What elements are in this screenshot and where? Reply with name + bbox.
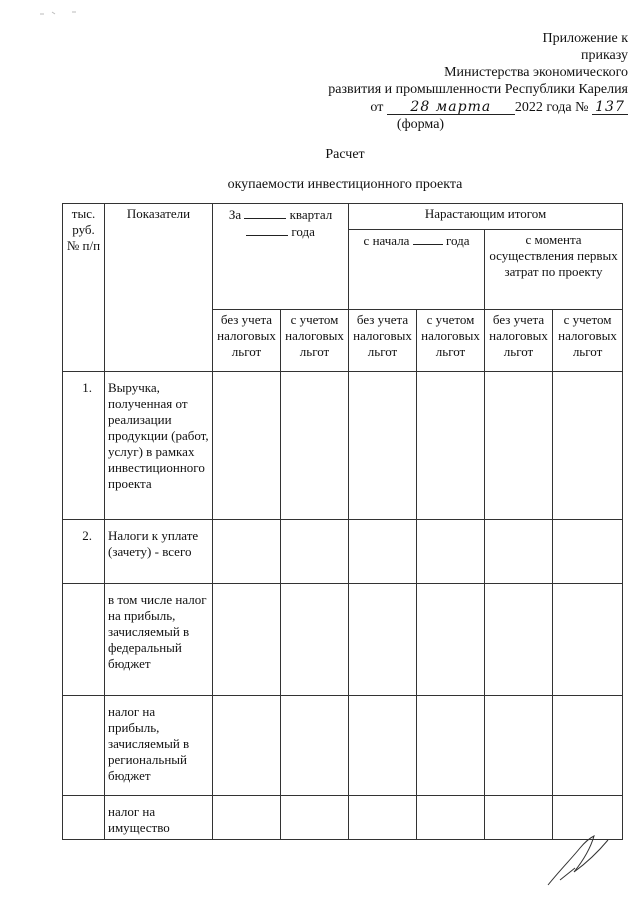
data-cell (553, 520, 623, 584)
header-since-year (349, 230, 485, 310)
header-with-benefits-1: с учетом налоговых льгот (281, 310, 349, 372)
data-cell (349, 520, 417, 584)
data-cell (349, 372, 417, 520)
quarter-blank (244, 206, 286, 219)
header-since-first-cost: с момента осуществления первых затрат по проекту (485, 230, 623, 310)
data-cell (281, 584, 349, 696)
payback-table (62, 203, 623, 840)
data-cell (485, 520, 553, 584)
header-cumulative: Нарастающим итогом (349, 204, 623, 230)
data-cell (485, 584, 553, 696)
data-cell (417, 372, 485, 520)
data-cell (281, 520, 349, 584)
header-without-benefits-1: без учета налоговых льгот (213, 310, 281, 372)
table-row (63, 696, 623, 796)
data-cell (485, 696, 553, 796)
table-row (63, 796, 623, 840)
document-header (268, 30, 628, 133)
row-label: налог на имущество (105, 796, 213, 840)
data-cell (213, 520, 281, 584)
header-without-benefits-3: без учета налоговых льгот (485, 310, 553, 372)
data-cell (281, 372, 349, 520)
data-cell (213, 372, 281, 520)
order-date-line (268, 99, 628, 116)
data-cell (485, 796, 553, 840)
data-cell (553, 796, 623, 840)
header-line-1: Приложение к (542, 31, 628, 46)
data-cell (349, 584, 417, 696)
row-number (63, 796, 105, 840)
date-suffix: 2022 года № (514, 100, 589, 115)
order-number-handwritten: 137 (592, 100, 628, 115)
row-label: в том числе налог на прибыль, зачисляемый в федеральный бюджет (105, 584, 213, 696)
header-unit: тыс. руб. (71, 206, 96, 237)
corner-scan-marks (40, 12, 76, 14)
header-quarter-prefix: За (228, 207, 242, 222)
data-cell (349, 696, 417, 796)
header-line-3: Министерства экономического (444, 65, 628, 80)
header-indicators: Показатели (105, 204, 213, 372)
date-prefix: от (370, 100, 384, 115)
data-cell (281, 696, 349, 796)
header-row-1 (63, 204, 623, 230)
document-title: Расчет (325, 147, 365, 162)
header-since-year-word: года (445, 233, 470, 248)
table-row (63, 584, 623, 696)
signature-mark (548, 836, 608, 885)
header-line-4: развития и промышленности Республики Карелия (328, 82, 628, 97)
header-line-2: приказу (580, 48, 628, 63)
row-label: налог на прибыль, зачисляемый в региональный бюджет (105, 696, 213, 796)
form-label: (форма) (396, 117, 445, 132)
document-subtitle: окупаемости инвестиционного проекта (227, 177, 463, 192)
data-cell (417, 520, 485, 584)
data-cell (553, 696, 623, 796)
header-quarter-year-word: года (291, 224, 315, 239)
row-label: Налоги к уплате (зачету) - всего (105, 520, 213, 584)
data-cell (553, 584, 623, 696)
quarter-year-blank (246, 223, 288, 236)
row-number: 1. (63, 372, 105, 520)
date-handwritten: 28 марта (387, 100, 515, 115)
data-cell (213, 796, 281, 840)
header-with-benefits-3: с учетом налоговых льгот (553, 310, 623, 372)
header-since-year-prefix: с начала (363, 233, 410, 248)
header-without-benefits-2: без учета налоговых льгот (349, 310, 417, 372)
data-cell (553, 372, 623, 520)
data-cell (213, 584, 281, 696)
data-cell (485, 372, 553, 520)
data-cell (213, 696, 281, 796)
data-cell (417, 584, 485, 696)
row-number: 2. (63, 520, 105, 584)
row-number (63, 584, 105, 696)
row-label: Выручка, полученная от реализации продукции (работ, услуг) в рамках инвестиционного проекта (105, 372, 213, 520)
table-row (63, 520, 623, 584)
data-cell (417, 796, 485, 840)
header-num: № п/п (66, 238, 101, 253)
header-quarter-word: квартал (289, 207, 333, 222)
data-cell (281, 796, 349, 840)
data-cell (417, 696, 485, 796)
header-unit-num-cell (63, 204, 105, 372)
table-row (63, 372, 623, 520)
header-with-benefits-2: с учетом налоговых льгот (417, 310, 485, 372)
data-cell (349, 796, 417, 840)
row-number (63, 696, 105, 796)
since-year-blank (413, 232, 443, 245)
header-quarter (213, 204, 349, 310)
